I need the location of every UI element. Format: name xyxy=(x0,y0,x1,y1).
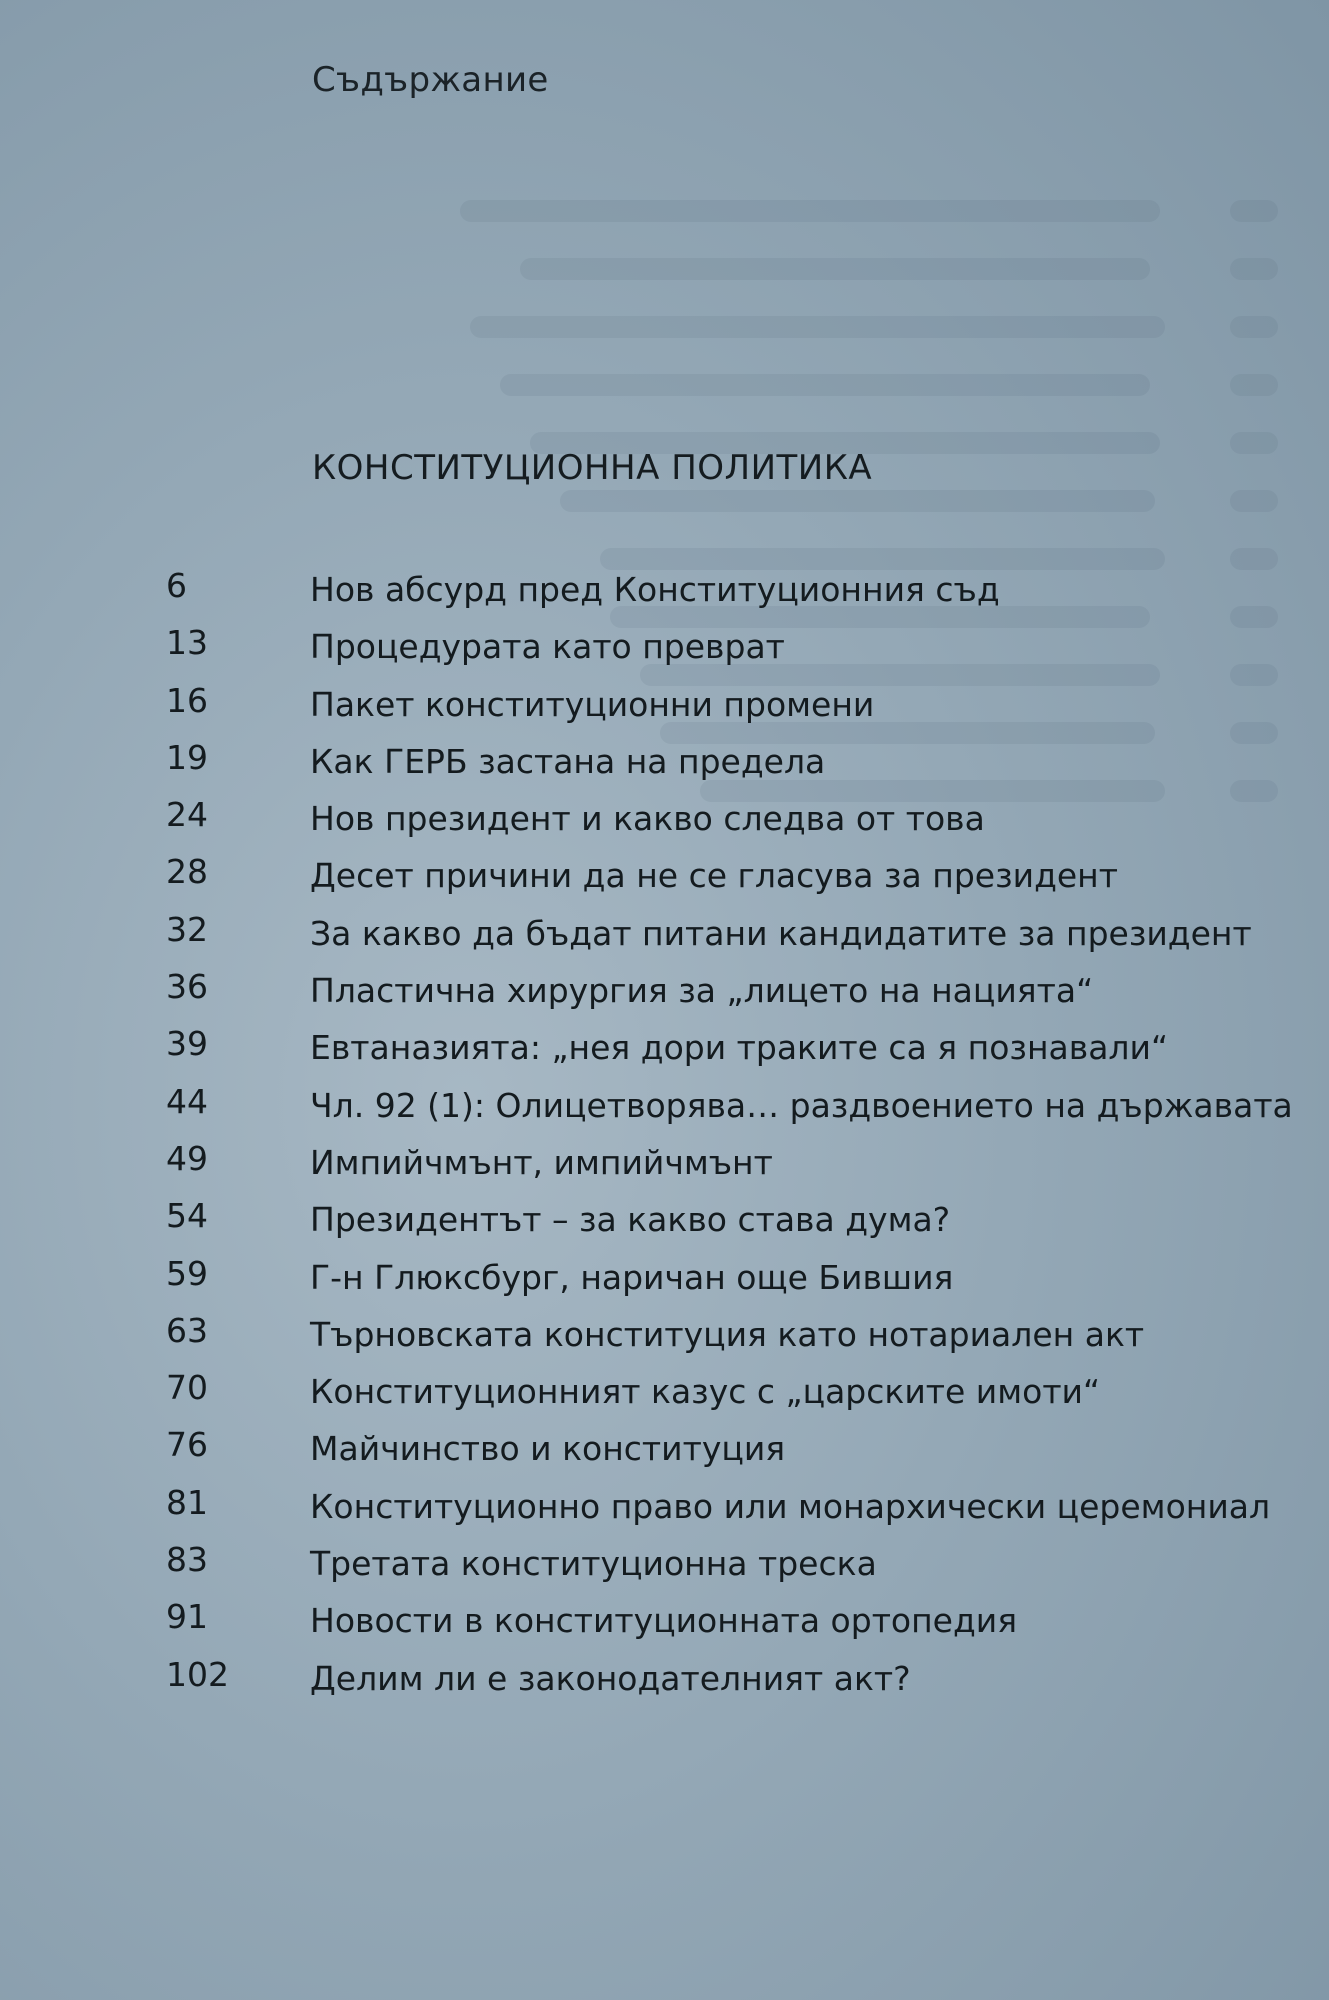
toc-title: Президентът – за какво става дума? xyxy=(310,1200,951,1240)
toc-page-number: 49 xyxy=(166,1138,208,1178)
toc-title: Търновската конституция като нотариален акт xyxy=(310,1314,1145,1354)
toc-page-number: 19 xyxy=(166,737,208,777)
toc-title: Г-н Глюксбург, наричан още Бившия xyxy=(310,1257,954,1297)
toc-entry xyxy=(166,1194,1306,1251)
toc-entry xyxy=(166,1137,1306,1194)
toc-title: Евтаназията: „нея дори траките са я познавали“ xyxy=(310,1028,1169,1068)
toc-entry xyxy=(166,850,1306,907)
bleed-through-line xyxy=(520,258,1150,280)
bleed-through-number xyxy=(1230,432,1278,454)
page-heading: Съдържание xyxy=(312,60,549,100)
bleed-through-number xyxy=(1230,258,1278,280)
bleed-through-number xyxy=(1230,490,1278,512)
toc-title: Делим ли е законодателният акт? xyxy=(310,1658,911,1698)
toc-title: За какво да бъдат питани кандидатите за президент xyxy=(310,913,1252,953)
bleed-through-line xyxy=(560,490,1155,512)
toc-entry xyxy=(166,736,1306,793)
toc-page-number: 102 xyxy=(166,1654,229,1694)
toc-entry xyxy=(166,1366,1306,1423)
toc-title: Майчинство и конституция xyxy=(310,1429,786,1469)
toc-page-number: 63 xyxy=(166,1310,208,1350)
toc-entry xyxy=(166,1022,1306,1079)
toc-title: Нов абсурд пред Конституционния съд xyxy=(310,570,1000,609)
bleed-through-line xyxy=(460,200,1160,222)
toc-title: Как ГЕРБ застана на предела xyxy=(310,741,826,781)
bleed-through-number xyxy=(1230,374,1278,396)
bleed-through-line xyxy=(500,374,1150,396)
toc-entry xyxy=(166,1538,1306,1595)
toc-title: Импийчмънт, импийчмънт xyxy=(310,1142,773,1182)
toc-title: Процедурата като преврат xyxy=(310,627,785,667)
toc-title: Нов президент и какво следва от това xyxy=(310,799,985,839)
toc-page-number: 91 xyxy=(166,1597,208,1637)
toc-page-number: 6 xyxy=(166,566,187,605)
toc-page-number: 54 xyxy=(166,1196,208,1236)
toc-page-number: 32 xyxy=(166,909,208,949)
toc-title: Новости в конституционната ортопедия xyxy=(310,1601,1018,1641)
toc-entry xyxy=(166,564,1306,621)
toc-entry xyxy=(166,1481,1306,1538)
toc-title: Третата конституционна треска xyxy=(310,1544,877,1584)
toc-page-number: 13 xyxy=(166,623,208,663)
toc-entry xyxy=(166,1595,1306,1652)
toc-page-number: 83 xyxy=(166,1540,208,1580)
toc-title: Конституционният казус с „царските имоти“ xyxy=(310,1372,1101,1412)
toc-entry xyxy=(166,1252,1306,1309)
toc-page-number: 16 xyxy=(166,680,208,720)
toc-page-number: 24 xyxy=(166,795,208,835)
toc-entry xyxy=(166,908,1306,965)
toc-title: Десет причини да не се гласува за президент xyxy=(310,856,1118,896)
toc-page-number: 76 xyxy=(166,1425,208,1465)
toc-entry xyxy=(166,621,1306,678)
section-heading: КОНСТИТУЦИОННА ПОЛИТИКА xyxy=(312,448,873,488)
toc-entry xyxy=(166,1423,1306,1480)
toc-page-number: 39 xyxy=(166,1024,208,1064)
toc-title: Пакет конституционни промени xyxy=(310,684,875,724)
toc-title: Чл. 92 (1): Олицетворява… раздвоението на държавата xyxy=(310,1085,1293,1125)
toc-page-number: 28 xyxy=(166,852,208,892)
bleed-through-number xyxy=(1230,316,1278,338)
toc-entry xyxy=(166,1653,1306,1710)
bleed-through-line xyxy=(470,316,1165,338)
toc-entry xyxy=(166,1080,1306,1137)
toc-entry xyxy=(166,1309,1306,1366)
toc-title: Пластична хирургия за „лицето на нацията“ xyxy=(310,971,1094,1011)
toc-page-number: 81 xyxy=(166,1482,208,1522)
toc-title: Конституционно право или монархически церемониал xyxy=(310,1486,1271,1526)
toc-page-number: 44 xyxy=(166,1081,208,1121)
bleed-through-number xyxy=(1230,200,1278,222)
toc-entry xyxy=(166,793,1306,850)
toc-entry xyxy=(166,679,1306,736)
toc-entry xyxy=(166,965,1306,1022)
toc-page-number: 70 xyxy=(166,1368,208,1408)
toc-page-number: 59 xyxy=(166,1253,208,1293)
table-of-contents xyxy=(166,564,1306,1710)
toc-page-number: 36 xyxy=(166,967,208,1007)
